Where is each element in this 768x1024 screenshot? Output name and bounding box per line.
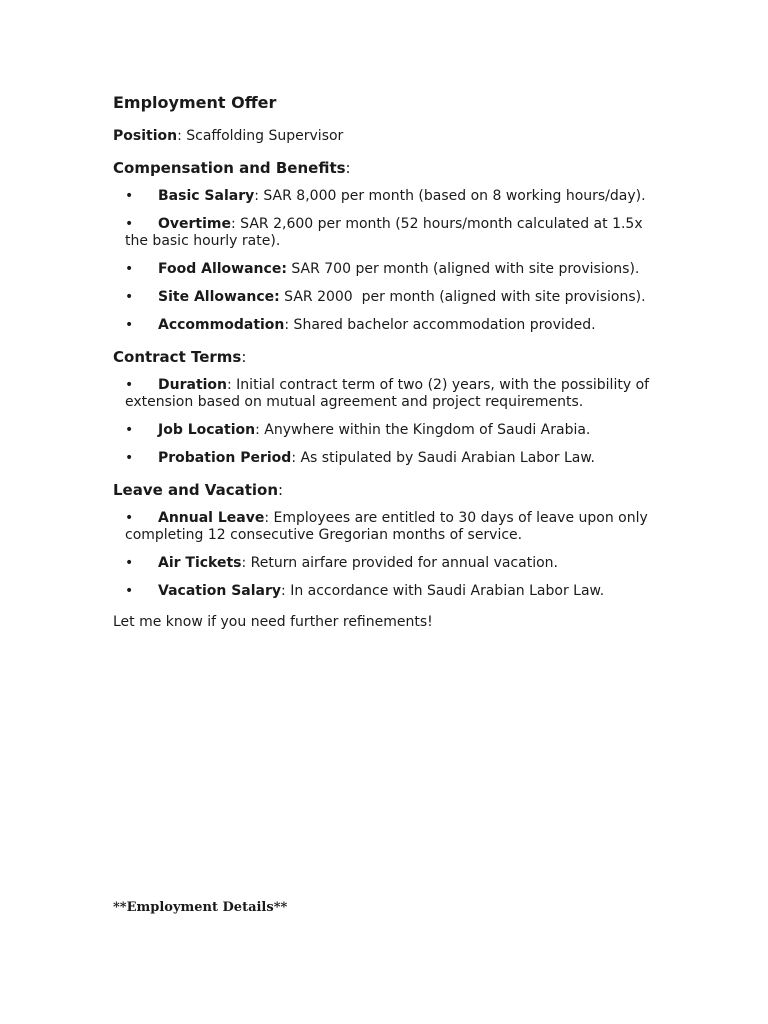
item-text: : Initial contract term of two (2) years, with the possibility of extension based on mutual agreement and project requirements. — [125, 377, 650, 410]
section-heading-text: Compensation and Benefits — [113, 159, 346, 177]
item-label: Annual Leave — [158, 510, 265, 526]
bullet-icon: • — [125, 317, 134, 333]
item-label: Duration — [158, 377, 228, 393]
section-heading-leave — [113, 481, 653, 500]
item-label: Overtime — [158, 216, 232, 232]
document-page — [113, 92, 653, 631]
section-heading-text: Leave and Vacation — [113, 481, 279, 499]
contract-list — [113, 377, 653, 467]
list-item — [113, 510, 653, 544]
bullet-icon: • — [125, 188, 134, 204]
leave-list — [113, 510, 653, 600]
item-label: Basic Salary — [158, 188, 255, 204]
bullet-icon: • — [125, 422, 134, 438]
section-heading-text: Contract Terms — [113, 348, 242, 366]
bullet-icon: • — [125, 377, 134, 393]
item-label: Food Allowance: — [158, 261, 287, 277]
compensation-list — [113, 188, 653, 334]
list-item — [113, 216, 653, 250]
list-item — [113, 317, 653, 334]
bullet-icon: • — [125, 510, 134, 526]
section-heading-colon: : — [241, 348, 247, 366]
section-heading-compensation — [113, 159, 653, 178]
position-line — [113, 128, 653, 145]
item-text: : Return airfare provided for annual vacation. — [241, 555, 558, 571]
list-item — [113, 261, 653, 278]
closing-line: Let me know if you need further refinements! — [113, 614, 433, 630]
item-label: Job Location — [158, 422, 256, 438]
position-label: Position — [113, 128, 178, 144]
bullet-icon: • — [125, 289, 134, 305]
position-value: : Scaffolding Supervisor — [177, 128, 344, 144]
section-heading-colon: : — [345, 159, 351, 177]
item-text: : As stipulated by Saudi Arabian Labor Law. — [291, 450, 595, 466]
document-title: Employment Offer — [113, 93, 277, 112]
list-item — [113, 377, 653, 411]
footer-heading: **Employment Details** — [113, 900, 288, 915]
bullet-icon: • — [125, 261, 134, 277]
item-text: : SAR 2,600 per month (52 hours/month calculated at 1.5x the basic hourly rate). — [125, 216, 643, 249]
bullet-icon: • — [125, 216, 134, 232]
section-heading-colon: : — [278, 481, 284, 499]
bullet-icon: • — [125, 583, 134, 599]
item-text: SAR 700 per month (aligned with site provisions). — [286, 261, 640, 277]
item-label: Probation Period — [158, 450, 292, 466]
list-item — [113, 450, 653, 467]
item-label: Air Tickets — [158, 555, 242, 571]
item-text: : Employees are entitled to 30 days of leave upon only completing 12 consecutive Gregorian months of service. — [125, 510, 648, 543]
item-label: Accommodation — [158, 317, 285, 333]
item-text: SAR 2000 per month (aligned with site provisions). — [279, 289, 646, 305]
item-label: Site Allowance: — [158, 289, 280, 305]
list-item — [113, 289, 653, 306]
item-text: : Shared bachelor accommodation provided. — [284, 317, 596, 333]
item-text: : SAR 8,000 per month (based on 8 working hours/day). — [254, 188, 646, 204]
bullet-icon: • — [125, 555, 134, 571]
item-label: Vacation Salary — [158, 583, 282, 599]
bullet-icon: • — [125, 450, 134, 466]
list-item — [113, 422, 653, 439]
section-heading-contract — [113, 348, 653, 367]
item-text: : In accordance with Saudi Arabian Labor Law. — [281, 583, 605, 599]
item-text: : Anywhere within the Kingdom of Saudi Arabia. — [255, 422, 591, 438]
list-item — [113, 188, 653, 205]
list-item — [113, 583, 653, 600]
list-item — [113, 555, 653, 572]
